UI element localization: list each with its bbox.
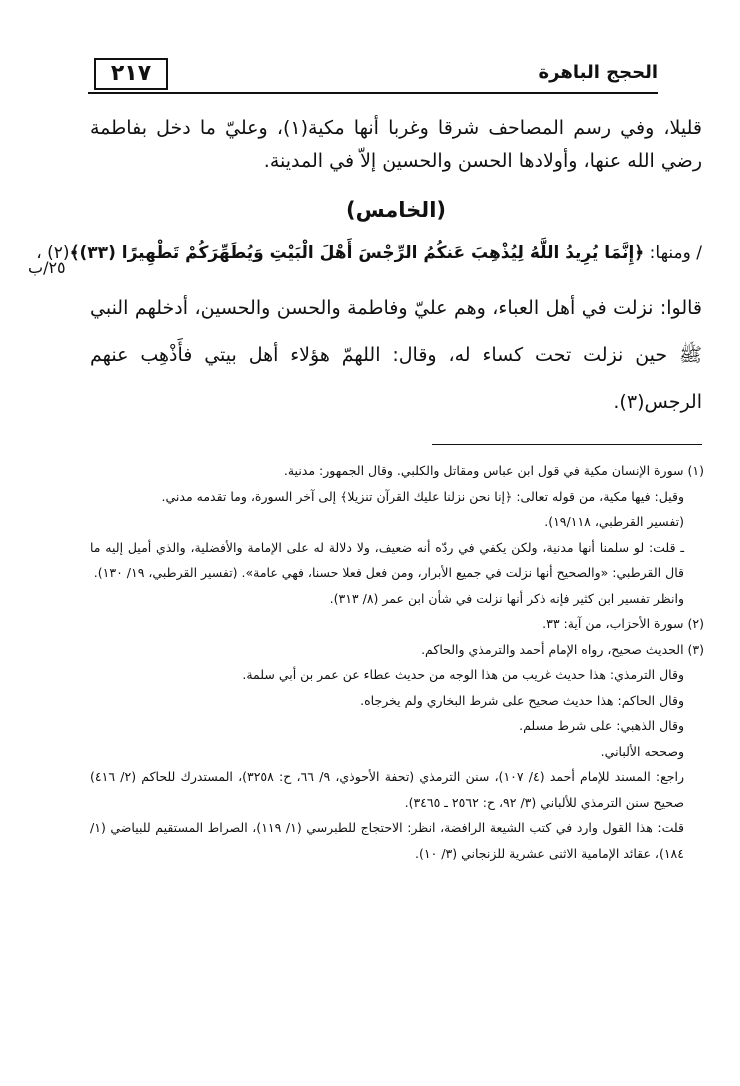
section-heading: (الخامس) [346,198,446,222]
footnote-line: (١) سورة الإنسان مكية في قول ابن عباس ومقاتل والكلبي. وقال الجمهور: مدنية. [283,463,704,478]
running-title: الحجج الباهرة [538,62,658,83]
paragraph-2: قالوا: نزلت في أهل العباء، وهم عليّ وفاطمة والحسن والحسين، أدخلهم النبي ﷺ حين نزلت تحت كساء له، وقال: اللهمّ هؤلاء أهل بيتي فأَذْهِب عنهم الرجس(٣). [90,297,702,413]
footnote-line: راجع: المسند للإمام أحمد (٤/ ١٠٧)، سنن الترمذي (تحفة الأحوذي، ٩/ ٦٦، ح: ٣٢٥٨)، المستدرك للحاكم (٢/ ٤١٦) صحيح سنن الترمذي للألباني (٣/ ٩٢، ح: ٢٥٦٢ ـ ٣٤٦٥). [90,769,685,810]
footnote-line: وقال الحاكم: هذا حديث صحيح على شرط البخاري ولم يخرجاه. [360,692,684,708]
footnote-line: (تفسير القرطبي، ١٩/١١٨). [544,514,684,529]
footnotes [90,458,704,866]
footnote-line: قلت: هذا القول وارد في كتب الشيعة الرافضة، انظر: الاحتجاج للطبرسي (١/ ١١٩)، الصراط المستقيم للبياضي (١/ ١٨٤)، عقائد الإمامية الاثنى عشرية للزنجاني (٣/ ١٠). [90,820,684,861]
header-rule [88,92,658,94]
footnote-separator [432,444,702,445]
page-number: ٢١٧ [94,58,168,90]
verse-line [36,239,702,267]
footnote-line: (٢) سورة الأحزاب، من آية: ٣٣. [542,616,704,631]
footnote-line: ـ قلت: لو سلمنا أنها مدنية، ولكن يكفي في ردّه أنه ضعيف، ولا دلالة له على الإمامة والأفضلية، والذي أميل إليه ما قال القرطبي: «والصحيح أنها نزلت في جميع الأبرار، ومن فعل فعلا حسنا، فهي عامة». (تفسير القرطبي، ١٩/ ١٣٠). [90,539,684,580]
margin-folio-reference: ٢٥/ب [28,258,66,277]
verse-prefix: / ومنها: [644,243,702,263]
footnote-line: وقال الترمذي: هذا حديث غريب من هذا الوجه من حديث عطاء عن عمر بن أبي سلمة. [242,667,684,682]
page-header [88,58,658,96]
verse-footnote-ref: (٢) ، [36,243,70,263]
paragraph-1: قليلا، وفي رسم المصاحف شرقا وغربا أنها مكية(١)، وعليّ ما دخل بفاطمة رضي الله عنها، وأولادها الحسن والحسين إلاّ في المدينة. [90,117,703,172]
footnote-line: وانظر تفسير ابن كثير فإنه ذكر أنها نزلت في شأن ابن عمر (٨/ ٣١٣). [329,590,684,606]
footnote-line: وقيل: فيها مكية، من قوله تعالى: ﴿إنا نحن نزلنا عليك القرآن تنزيلا﴾ إلى آخر السورة، وما تقدمه مدني. [161,488,684,504]
quran-verse: ﴿إِنَّمَا يُرِيدُ اللَّهُ لِيُذْهِبَ عَنكُمُ الرِّجْسَ أَهْلَ الْبَيْتِ وَيُطَهِّرَكُمْ تَطْهِيرًا (٣٣)﴾ [69,243,645,263]
footnote-line: (٣) الحديث صحيح، رواه الإمام أحمد والترمذي والحاكم. [421,641,704,657]
footnote-line: وصححه الألباني. [600,743,684,759]
footnote-line: وقال الذهبي: على شرط مسلم. [519,718,684,733]
